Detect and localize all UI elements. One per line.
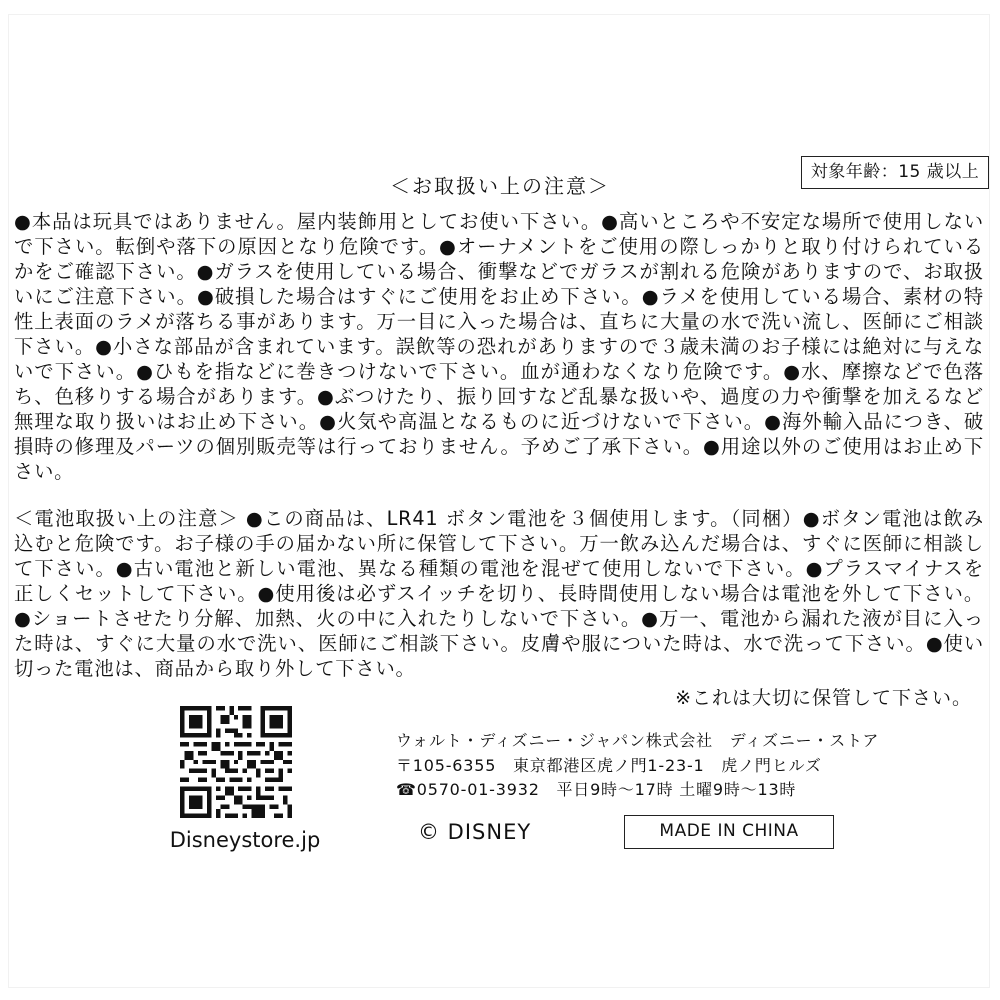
origin-label: MADE IN CHINA bbox=[624, 815, 834, 849]
battery-text: ＜電池取扱い上の注意＞ ●この商品は、LR41 ボタン電池を３個使用します。（同梱）●ボタン電池は飲み込むと危険です。お子様の手の届かない所に保管して下さい。万一飲み込んだ場合は、すぐに医師に相談して下さい。●古い電池と新しい電池、異なる種類の電池を混ぜて使用しないで下さい。●プラスマイナスを正しくセットして下さい。●使用後は必ずスイッチを切り、長時間使用しない場合は電池を外して下さい。●ショートさせたり分解、加熱、火の中に入れたりしないで下さい。●万一、電池から漏れた液が目に入った時は、すぐに大量の水で洗い、医師にご相談下さい。皮膚や服についた時は、水で洗って下さい。●使い切った電池は、商品から取り外して下さい。 bbox=[14, 507, 984, 680]
handling-text: ●本品は玩具ではありません。屋内装飾用としてお使い下さい。●高いところや不安定な場所で使用しないで下さい。転倒や落下の原因となり危険です。●オーナメントをご使用の際しっかりと取り付けられているかをご確認下さい。●ガラスを使用している場合、衝撃などでガラスが割れる危険がありますので、お取扱いにご注意下さい。●破損した場合はすぐにご使用をお止め下さい。●ラメを使用している場合、素材の特性上表面のラメが落ちる事があります。万一目に入った場合は、直ちに大量の水で洗い流し、医師にご相談下さい。●小さな部品が含まれています。誤飲等の恐れがありますので３歳未満のお子様には絶対に与えないで下さい。●ひもを指などに巻きつけないで下さい。血が通わなくなり危険です。●水、摩擦などで色落ち、色移りする場合があります。●ぶつけたり、振り回すなど乱暴な扱いや、過度の力や衝撃を加えるなど無理な取り扱いはお止め下さい。●火気や高温となるものに近づけないで下さい。●海外輸入品につき、破損時の修理及パーツの個別販売等は行っておりません。予めご了承下さい。●用途以外のご使用はお止め下さい。 bbox=[14, 210, 984, 483]
qr-code-icon bbox=[180, 706, 292, 818]
age-notice: 対象年齢：15 歳以上 bbox=[801, 156, 989, 189]
website-label: Disneystore.jp bbox=[169, 828, 321, 852]
company-name: ウォルト・ディズニー・ジャパン株式会社 ディズニー・ストア bbox=[396, 731, 880, 750]
handling-heading: ＜お取扱い上の注意＞ bbox=[390, 174, 610, 198]
company-info bbox=[396, 729, 879, 803]
copyright-label: © DISNEY bbox=[418, 820, 532, 844]
company-phone: ☎0570-01-3932 平日9時～17時 土曜9時～13時 bbox=[396, 780, 797, 799]
company-address: 〒105-6355 東京都港区虎ノ門1-23-1 虎ノ門ヒルズ bbox=[396, 755, 822, 775]
keep-notice: ※これは大切に保管して下さい。 bbox=[675, 687, 972, 709]
